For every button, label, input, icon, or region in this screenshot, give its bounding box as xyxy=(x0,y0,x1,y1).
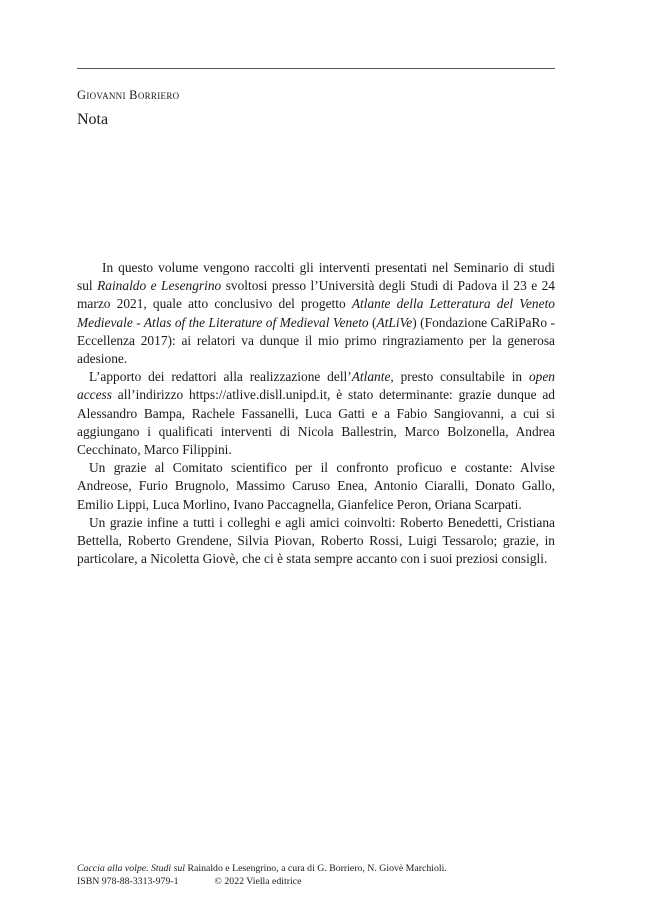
isbn: ISBN 978-88-3313-979-1 xyxy=(77,876,179,887)
text-run: all’indirizzo https://atlive.disll.unipd.it, è stato determinante: grazie dunque ad Alessandro Bampa, Rachele Fassanelli, Luca Gatti e a Fabio Sangiovanni, a cui si aggiungano i qualificati interventi di Nicola Ballestrin, Marco Bolzonella, Andrea Cecchinato, Marco Filippini. xyxy=(77,387,555,458)
page-title: Nota xyxy=(77,111,109,128)
text-run: In questo volume vengono raccolti gli interventi presentati nel Seminario di studi sul xyxy=(77,260,555,294)
isbn-line xyxy=(77,875,447,888)
paragraph-2 xyxy=(77,368,555,459)
colophon xyxy=(77,862,447,888)
text-run: ) (Fondazione CaRiPaRo - Eccellenza 2017): ai relatori va dunque il mio primo ringraziamento per la generosa adesione. xyxy=(77,314,555,367)
copyright: © 2022 Viella editrice xyxy=(214,876,302,887)
italic-run: Atlante xyxy=(351,369,391,385)
author-name: Giovanni Borriero xyxy=(77,88,180,102)
paragraph-3 xyxy=(77,459,555,514)
text-run: Un grazie infine a tutti i colleghi e agli amici coinvolti: Roberto Benedetti, Cristiana Bettella, Roberto Grendene, Silvia Piovan, Roberto Rossi, Luigi Tessarolo; grazie, in particolare, a Nicoletta Giovè, che ci è stata sempre accanto con i suoi preziosi consigli. xyxy=(77,514,555,567)
italic-run: Atlante della Letteratura del Veneto Medievale - Atlas of the Literature of Medieval Veneto xyxy=(77,296,555,330)
italic-run: AtLiVe xyxy=(376,314,413,330)
body-text xyxy=(77,259,555,568)
paragraph-1 xyxy=(77,259,555,368)
text-run: , presto consultabile in xyxy=(390,369,529,385)
text-run: L’apporto dei redattori alla realizzazione dell’ xyxy=(89,369,352,385)
book-citation-rest: Rainaldo e Lesengrino, a cura di G. Borriero, N. Giovè Marchioli. xyxy=(185,863,447,874)
book-title-italic: Caccia alla volpe. Studi sul xyxy=(77,863,186,874)
italic-run: open access xyxy=(77,369,555,403)
text-run: Un grazie al Comitato scientifico per il confronto proficuo e costante: Alvise Andreose, Furio Brugnolo, Massimo Caruso Enea, Antonio Ciaralli, Donato Gallo, Emilio Lippi, Luca Morlino, Ivano Paccagnella, Gianfelice Peron, Oriana Scarpati. xyxy=(77,460,555,512)
book-citation xyxy=(77,862,447,875)
header-rule xyxy=(77,68,555,69)
italic-run: Rainaldo e Lesengrino xyxy=(97,278,222,294)
text-run: ( xyxy=(368,314,377,330)
text-run: svoltosi presso l’Università degli Studi di Padova il 23 e 24 marzo 2021, quale atto conclusivo del progetto xyxy=(77,278,555,312)
paragraph-4 xyxy=(77,514,555,569)
